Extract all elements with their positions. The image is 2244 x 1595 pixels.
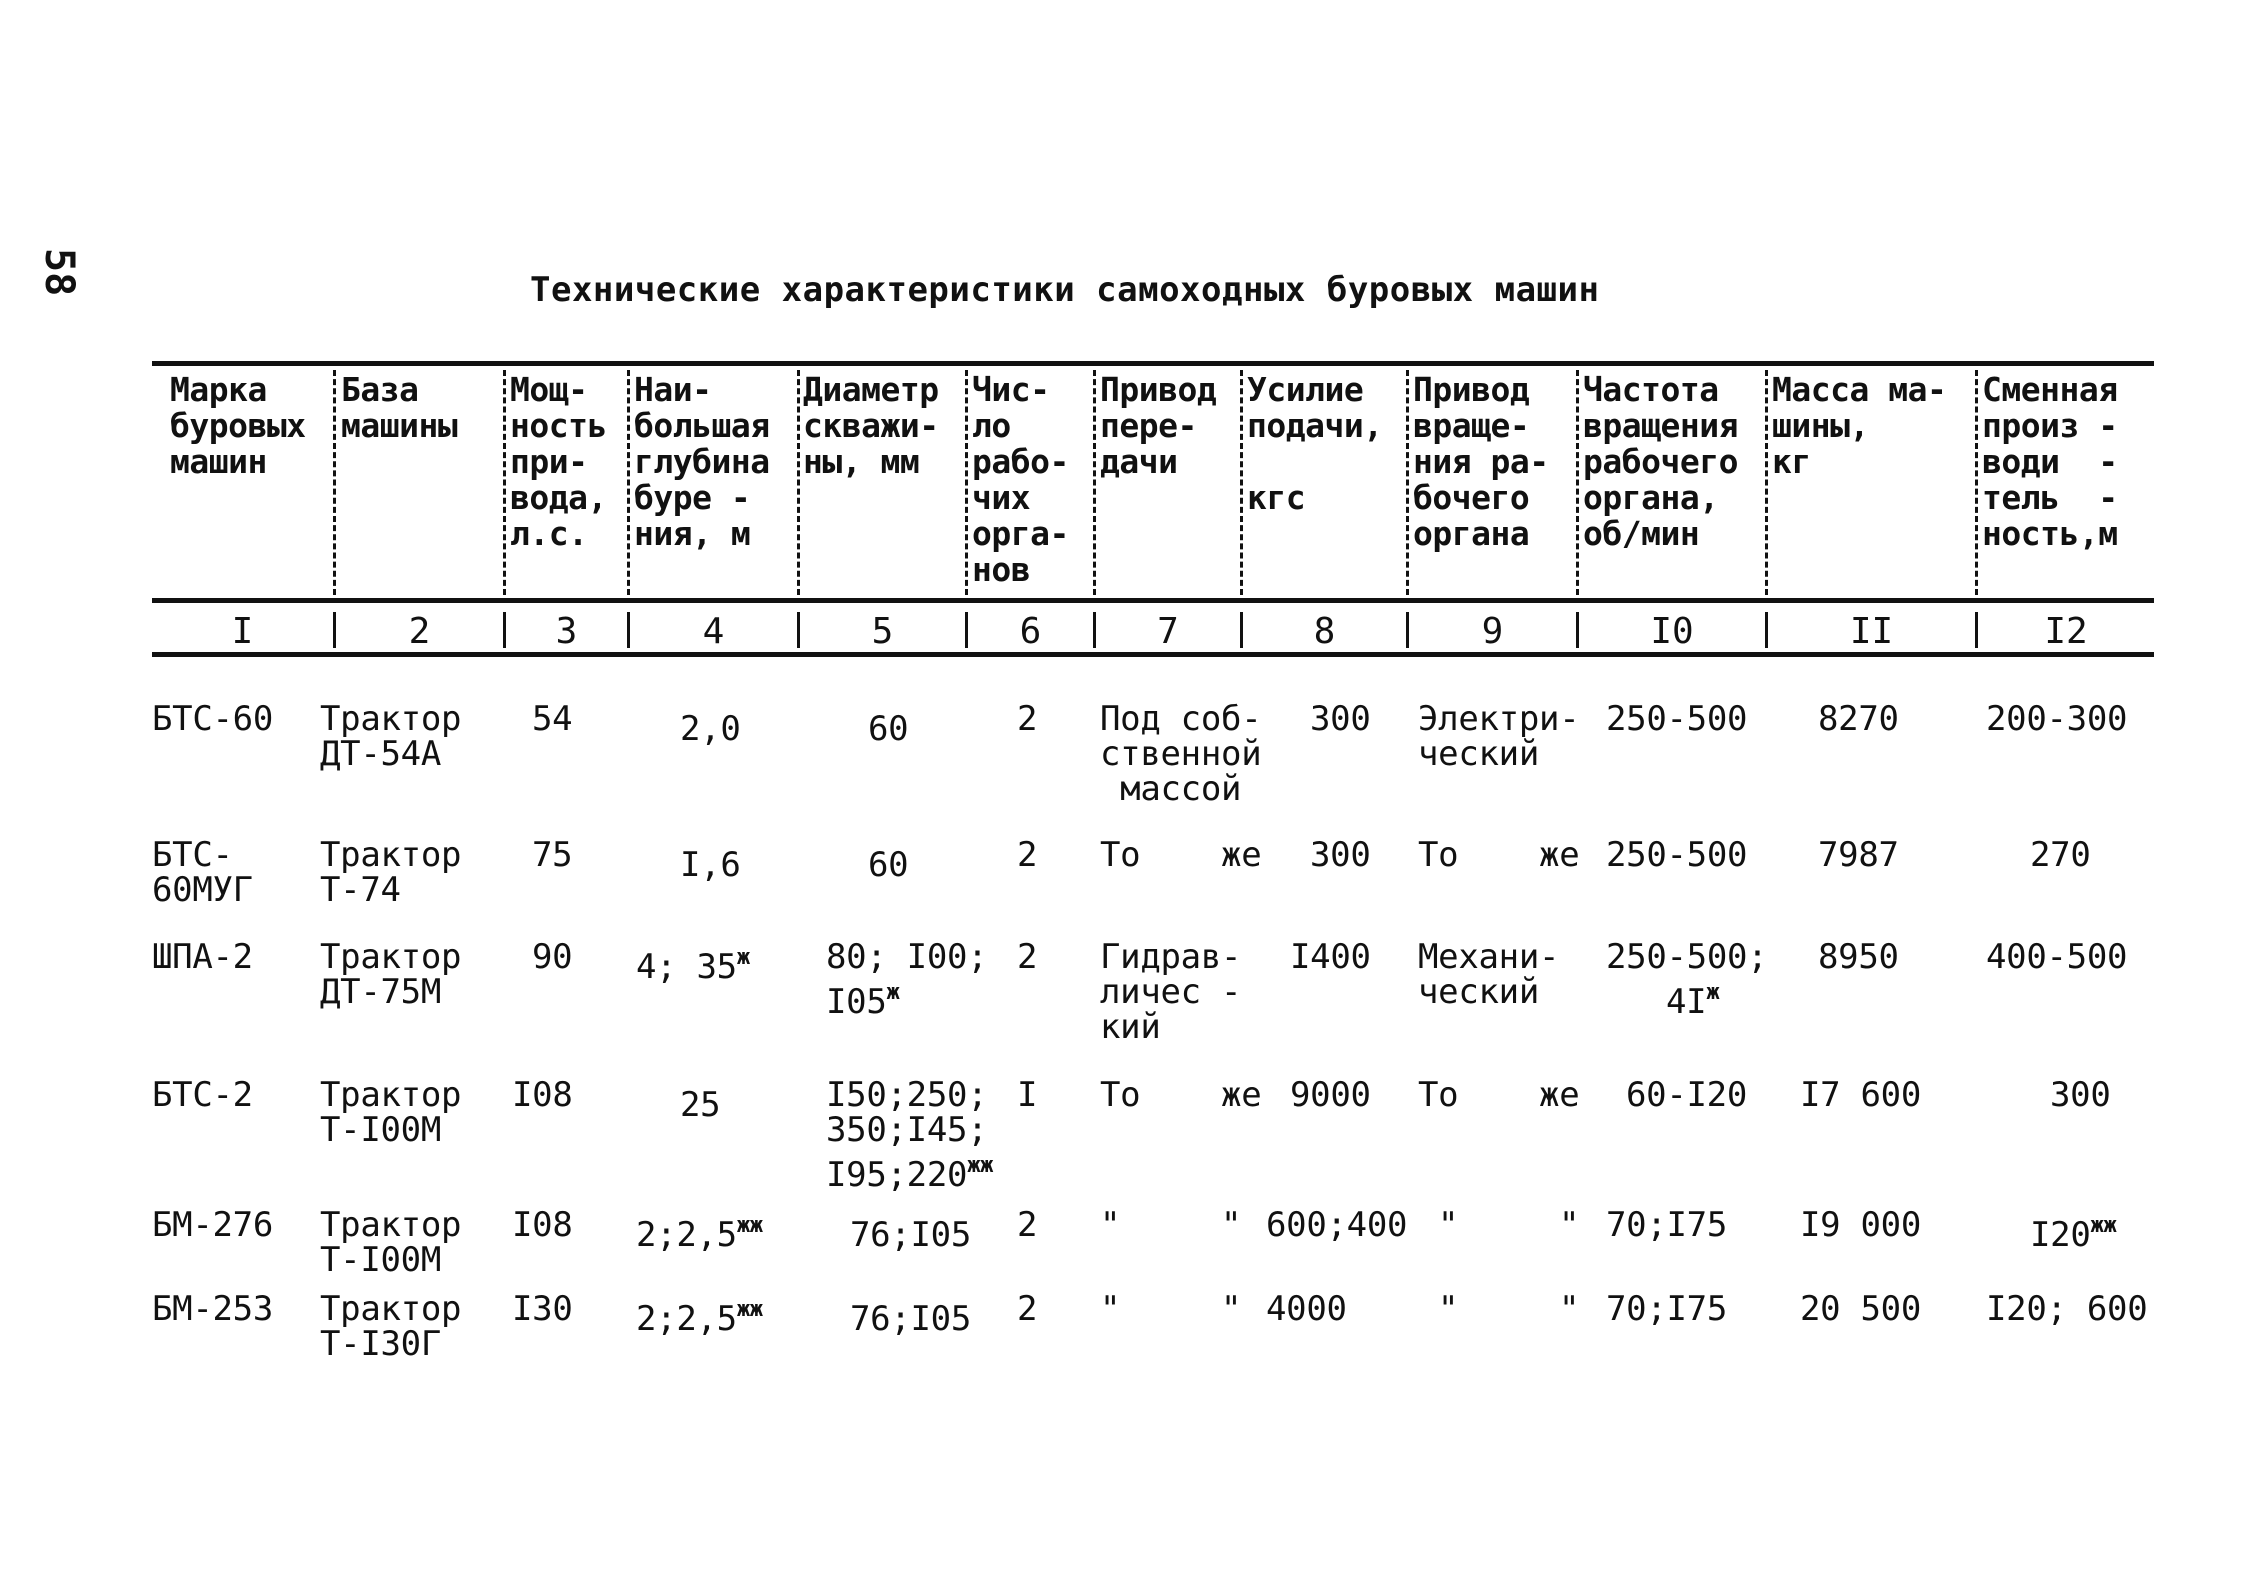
column-header: Марка буровых машин	[170, 370, 306, 481]
column-header: Частота вращения рабочего органа, об/мин	[1583, 370, 1738, 553]
column-number: 8	[1313, 611, 1336, 652]
cell-feed-force: 300	[1310, 835, 1371, 875]
numbering-bottom-rule	[152, 652, 2154, 657]
cell-rotation-drive: Электри- ческий	[1418, 699, 1580, 774]
column-number: II	[1849, 611, 1894, 652]
column-number: 2	[408, 611, 431, 652]
cell-mark: БТС-2	[152, 1075, 253, 1115]
column-number: 6	[1019, 611, 1042, 652]
cell-mass: I9 000	[1800, 1205, 1922, 1245]
cell-rotation-drive: То же	[1418, 1075, 1580, 1115]
cell-base: Трактор Т-I30Г	[320, 1289, 462, 1364]
cell-base: Трактор ДТ-75М	[320, 937, 462, 1012]
column-header: Чис- ло рабо- чих орга- нов	[972, 370, 1069, 589]
column-number: 5	[871, 611, 894, 652]
cell-frequency: 70;I75	[1606, 1205, 1728, 1245]
cell-productivity: 270	[2030, 835, 2091, 875]
cell-organs: 2	[1017, 699, 1038, 739]
column-header: Диаметр скважи- ны, мм	[803, 370, 939, 481]
column-number: 3	[555, 611, 578, 652]
cell-base: Трактор ДТ-54А	[320, 699, 462, 774]
cell-feed-force: I400	[1290, 937, 1371, 977]
cell-feed-force: 4000	[1266, 1289, 1347, 1329]
table-top-rule	[152, 361, 2154, 366]
cell-rotation-drive: " "	[1438, 1289, 1580, 1329]
column-separator	[1406, 370, 1409, 595]
cell-organs: 2	[1017, 1289, 1038, 1329]
cell-frequency: 250-500	[1606, 835, 1748, 875]
cell-diameter: 60	[868, 845, 909, 885]
column-header: Привод враще- ния ра- бочего органа	[1413, 370, 1549, 553]
cell-organs: 2	[1017, 1205, 1038, 1245]
column-header: Сменная произ - води - тель - ность,м	[1982, 370, 2118, 553]
cell-feed-force: 9000	[1290, 1075, 1371, 1115]
column-separator	[1576, 370, 1579, 595]
cell-depth: I,6	[680, 845, 741, 885]
cell-feed-force: 600;400	[1266, 1205, 1408, 1245]
cell-rotation-drive: Механи- ческий	[1418, 937, 1560, 1012]
page-number: 58	[36, 248, 82, 297]
column-separator	[1765, 370, 1768, 595]
column-separator	[627, 370, 630, 595]
column-number: I0	[1650, 611, 1694, 652]
cell-diameter: 76;I05	[850, 1299, 972, 1339]
cell-mass: 8950	[1818, 937, 1899, 977]
cell-feed-drive: Под соб- ственной массой	[1100, 699, 1262, 809]
cell-feed-drive: " "	[1100, 1205, 1242, 1245]
column-header: Усилие подачи, кгс	[1247, 370, 1383, 517]
cell-productivity: $I20^{жж}$	[2030, 1213, 2117, 1255]
column-separator	[1240, 370, 1243, 595]
cell-base: Трактор Т-74	[320, 835, 462, 910]
cell-depth: 4; $35^ж$	[636, 945, 750, 987]
cell-productivity: 400-500	[1986, 937, 2128, 977]
column-separator	[1093, 370, 1096, 595]
cell-productivity: 200-300	[1986, 699, 2128, 739]
cell-mark: БТС- 60МУГ	[152, 835, 253, 910]
column-header: Привод пере- дачи	[1100, 370, 1217, 481]
cell-base: Трактор Т-I00М	[320, 1205, 462, 1280]
cell-rotation-drive: То же	[1418, 835, 1580, 875]
table-title: Технические характеристики самоходных буровых машин	[530, 270, 1600, 310]
cell-power: I30	[512, 1289, 573, 1329]
cell-mass: 8270	[1818, 699, 1899, 739]
cell-power: 75	[532, 835, 573, 875]
cell-mass: 7987	[1818, 835, 1899, 875]
cell-diameter: 60	[868, 709, 909, 749]
cell-mark: ШПА-2	[152, 937, 253, 977]
column-number: 4	[702, 611, 725, 652]
cell-power: I08	[512, 1205, 573, 1245]
column-number: 7	[1157, 611, 1179, 652]
cell-mark: БМ-276	[152, 1205, 274, 1245]
cell-power: 90	[532, 937, 573, 977]
cell-mark: БМ-253	[152, 1289, 274, 1329]
column-number: I	[231, 611, 254, 652]
column-separator	[797, 370, 800, 595]
cell-feed-drive: " "	[1100, 1289, 1242, 1329]
cell-mass: 20 500	[1800, 1289, 1922, 1329]
column-separator	[503, 370, 506, 595]
column-header: Мощ- ность при- вода, л.с.	[510, 370, 607, 553]
cell-power: 54	[532, 699, 573, 739]
cell-organs: I	[1017, 1075, 1038, 1115]
cell-diameter: 76;I05	[850, 1215, 972, 1255]
column-separator	[1975, 370, 1978, 595]
cell-rotation-drive: " "	[1438, 1205, 1580, 1245]
cell-organs: 2	[1017, 835, 1038, 875]
cell-depth: 25	[680, 1085, 721, 1125]
cell-depth: $2;2,5^{жж}$	[636, 1213, 763, 1255]
cell-diameter: I50;250; 350;I45; $I95;220^{жж}$	[826, 1075, 994, 1195]
column-header: Масса ма- шины, кг	[1772, 370, 1947, 481]
cell-depth: 2,0	[680, 709, 741, 749]
header-bottom-rule	[152, 598, 2154, 603]
cell-frequency: 250-500; $4I^ж$	[1606, 937, 1768, 1022]
cell-depth: $2;2,5^{жж}$	[636, 1297, 763, 1339]
column-number: I2	[2044, 611, 2088, 652]
cell-feed-drive: То же	[1100, 835, 1262, 875]
cell-frequency: 70;I75	[1606, 1289, 1728, 1329]
cell-mark: БТС-60	[152, 699, 274, 739]
cell-frequency: 60-I20	[1626, 1075, 1748, 1115]
column-separator	[965, 370, 968, 595]
cell-productivity: 300	[2050, 1075, 2111, 1115]
cell-frequency: 250-500	[1606, 699, 1748, 739]
column-header: База машины	[341, 370, 458, 445]
column-separator	[333, 370, 336, 595]
column-number: 9	[1481, 611, 1504, 652]
cell-organs: 2	[1017, 937, 1038, 977]
cell-diameter: 80; I00; $I05^ж$	[826, 937, 988, 1022]
cell-feed-force: 300	[1310, 699, 1371, 739]
cell-power: I08	[512, 1075, 573, 1115]
cell-feed-drive: Гидрав- личес - кий	[1100, 937, 1242, 1047]
column-header: Наи- большая глубина буре - ния, м	[634, 370, 770, 553]
cell-productivity: I20; 600	[1986, 1289, 2148, 1329]
cell-mass: I7 600	[1800, 1075, 1922, 1115]
cell-feed-drive: То же	[1100, 1075, 1262, 1115]
cell-base: Трактор Т-I00М	[320, 1075, 462, 1150]
